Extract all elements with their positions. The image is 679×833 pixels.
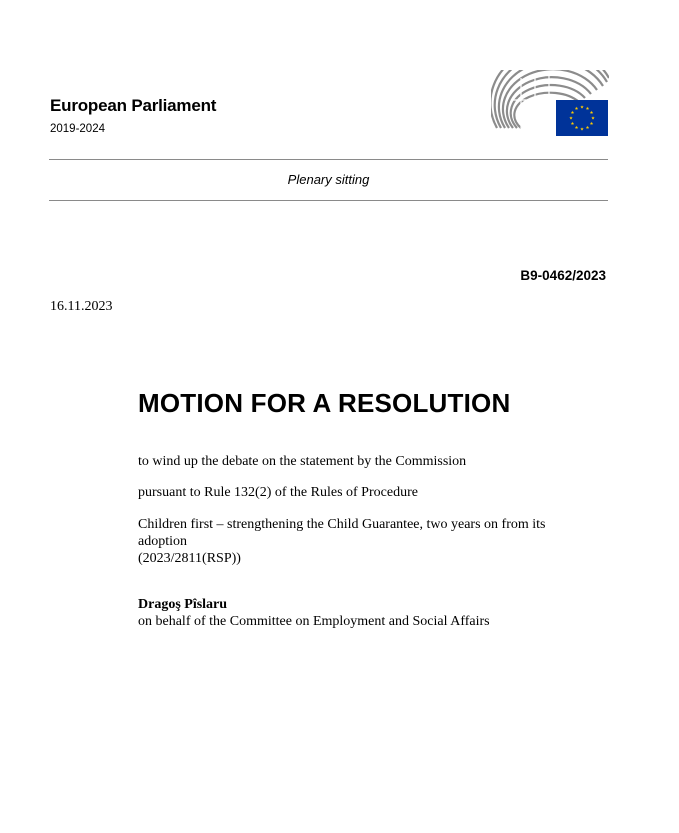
institution-name: European Parliament xyxy=(50,96,217,115)
author-name: Dragoş Pîslaru xyxy=(138,597,228,612)
plenary-sitting-label: Plenary sitting xyxy=(287,172,370,187)
parliamentary-term: 2019-2024 xyxy=(50,123,105,135)
author-on-behalf: on behalf of the Committee on Employment and Social Affairs xyxy=(138,614,490,629)
subject-line: adoption xyxy=(138,534,187,549)
header-rule-top xyxy=(49,159,608,160)
header-rule-bottom xyxy=(49,200,608,201)
subject-line: Children first – strengthening the Child Guarantee, two years on from its xyxy=(138,517,546,532)
rule-text: pursuant to Rule 132(2) of the Rules of Procedure xyxy=(138,485,418,500)
document-date: 16.11.2023 xyxy=(50,299,113,314)
european-parliament-logo xyxy=(491,70,609,138)
document-title: MOTION FOR A RESOLUTION xyxy=(138,388,511,418)
author-block xyxy=(138,596,598,630)
procedure-number: (2023/2811(RSP)) xyxy=(138,551,241,566)
document-reference: B9-0462/2023 xyxy=(520,268,606,283)
intro-text: to wind up the debate on the statement by the Commission xyxy=(138,454,467,469)
subject-text xyxy=(138,516,598,567)
